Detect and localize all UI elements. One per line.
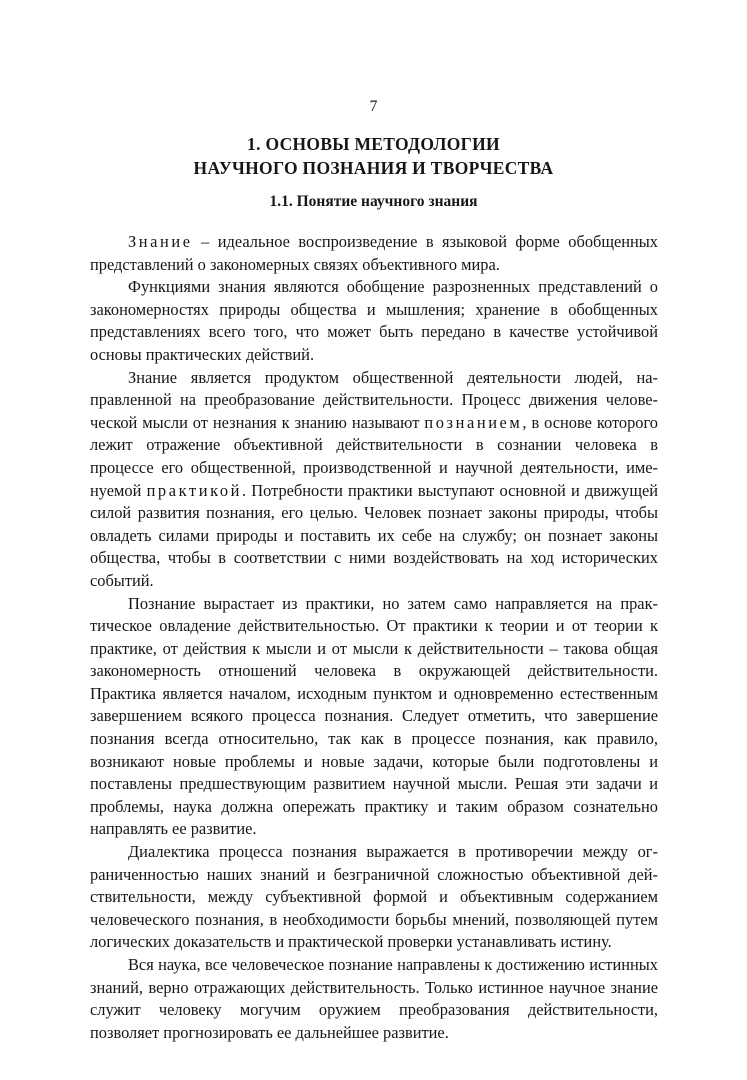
paragraph-functions: Функциями знания являются обобщение разрозненных представлений о закономерностях природы общества и мышления; хранение в обобщенных представлениях всего того, что может быть передано в качестве устойчивой основы практических действий.: [90, 277, 658, 364]
paragraph-knowledge-product: [90, 367, 658, 593]
chapter-title-line-2: НАУЧНОГО ПОЗНАНИЯ И ТВОРЧЕСТВА: [193, 158, 554, 178]
term-poznanie: познанием: [424, 412, 523, 432]
paragraph-cognition-practice: Познание вырастает из практики, но затем само направляется на практическое овладение действительностью. От практики к теории и от теории к практике, от действия к мысли и от мысли к действительности – такова общая закономерность отношений человека в окружающей действительности. Практика является началом, исходным пунктом и одновременно естественным завершением всякого процесса познания. Следует отметить, что завершение познания всегда относительно, так как в процессе познания, как правило, возникают новые проблемы и новые задачи, которые были подготовлены и поставлены предшествующим развитием научной мысли. Решая эти задачи и проблемы, наука должна опережать практику и таким образом сознательно направлять ее развитие.: [90, 593, 658, 839]
chapter-title-line-1: 1. ОСНОВЫ МЕТОДОЛОГИИ: [247, 134, 500, 154]
term-znanie: Знание: [128, 232, 193, 251]
paragraph-knowledge-product-part-3: . Потребности практики выступают основной и движущей силой развития познания, его целью. Человек познает законы природы, чтобы овладеть силами природы и поставить их себе на службу; он познает законы общества, чтобы в соответствии с ними воздействовать на ход исторических событий.: [90, 480, 658, 590]
page-number: 7: [369, 98, 378, 115]
body-text: [90, 231, 658, 1044]
term-praktika: практикой: [146, 480, 242, 500]
paragraph-true-knowledge: Вся наука, все человеческое познание направлены к достижению истинных знаний, верно отражающих действительность. Только истинное научное знание служит человеку могучим оружием преобразования действительности, позволяет прогнозировать ее дальнейшее развитие.: [90, 955, 658, 1042]
paragraph-dialectics: Диалектика процесса познания выражается в противоречии между ограниченностью наших знаний и безграничной сложностью объективной действительности, между субъективной формой и объективным содержанием человеческого познания, в необходимости борьбы мнений, позволяющей путем логических доказательств и практической проверки устанавливать истину.: [90, 842, 658, 952]
section-title: 1.1. Понятие научного знания: [269, 193, 478, 210]
chapter-title: [0, 132, 747, 180]
paragraph-definition-text: – идеальное воспроизведение в языковой форме обобщенных представлений о закономерных связях объективного мира.: [90, 232, 658, 274]
paragraph-knowledge-product-part-2: , в основе которого лежит отражение объективной действительности в сознании человека в процессе его общественной, производственной и научной деятельности, именуемой: [90, 412, 658, 500]
paragraph-definition: [90, 231, 658, 276]
paragraph-knowledge-product-part-1: Знание является продуктом общественной деятельности людей, направленной на преобразование действительности. Процесс движения человеческой мысли от незнания к знанию называют: [90, 367, 658, 432]
